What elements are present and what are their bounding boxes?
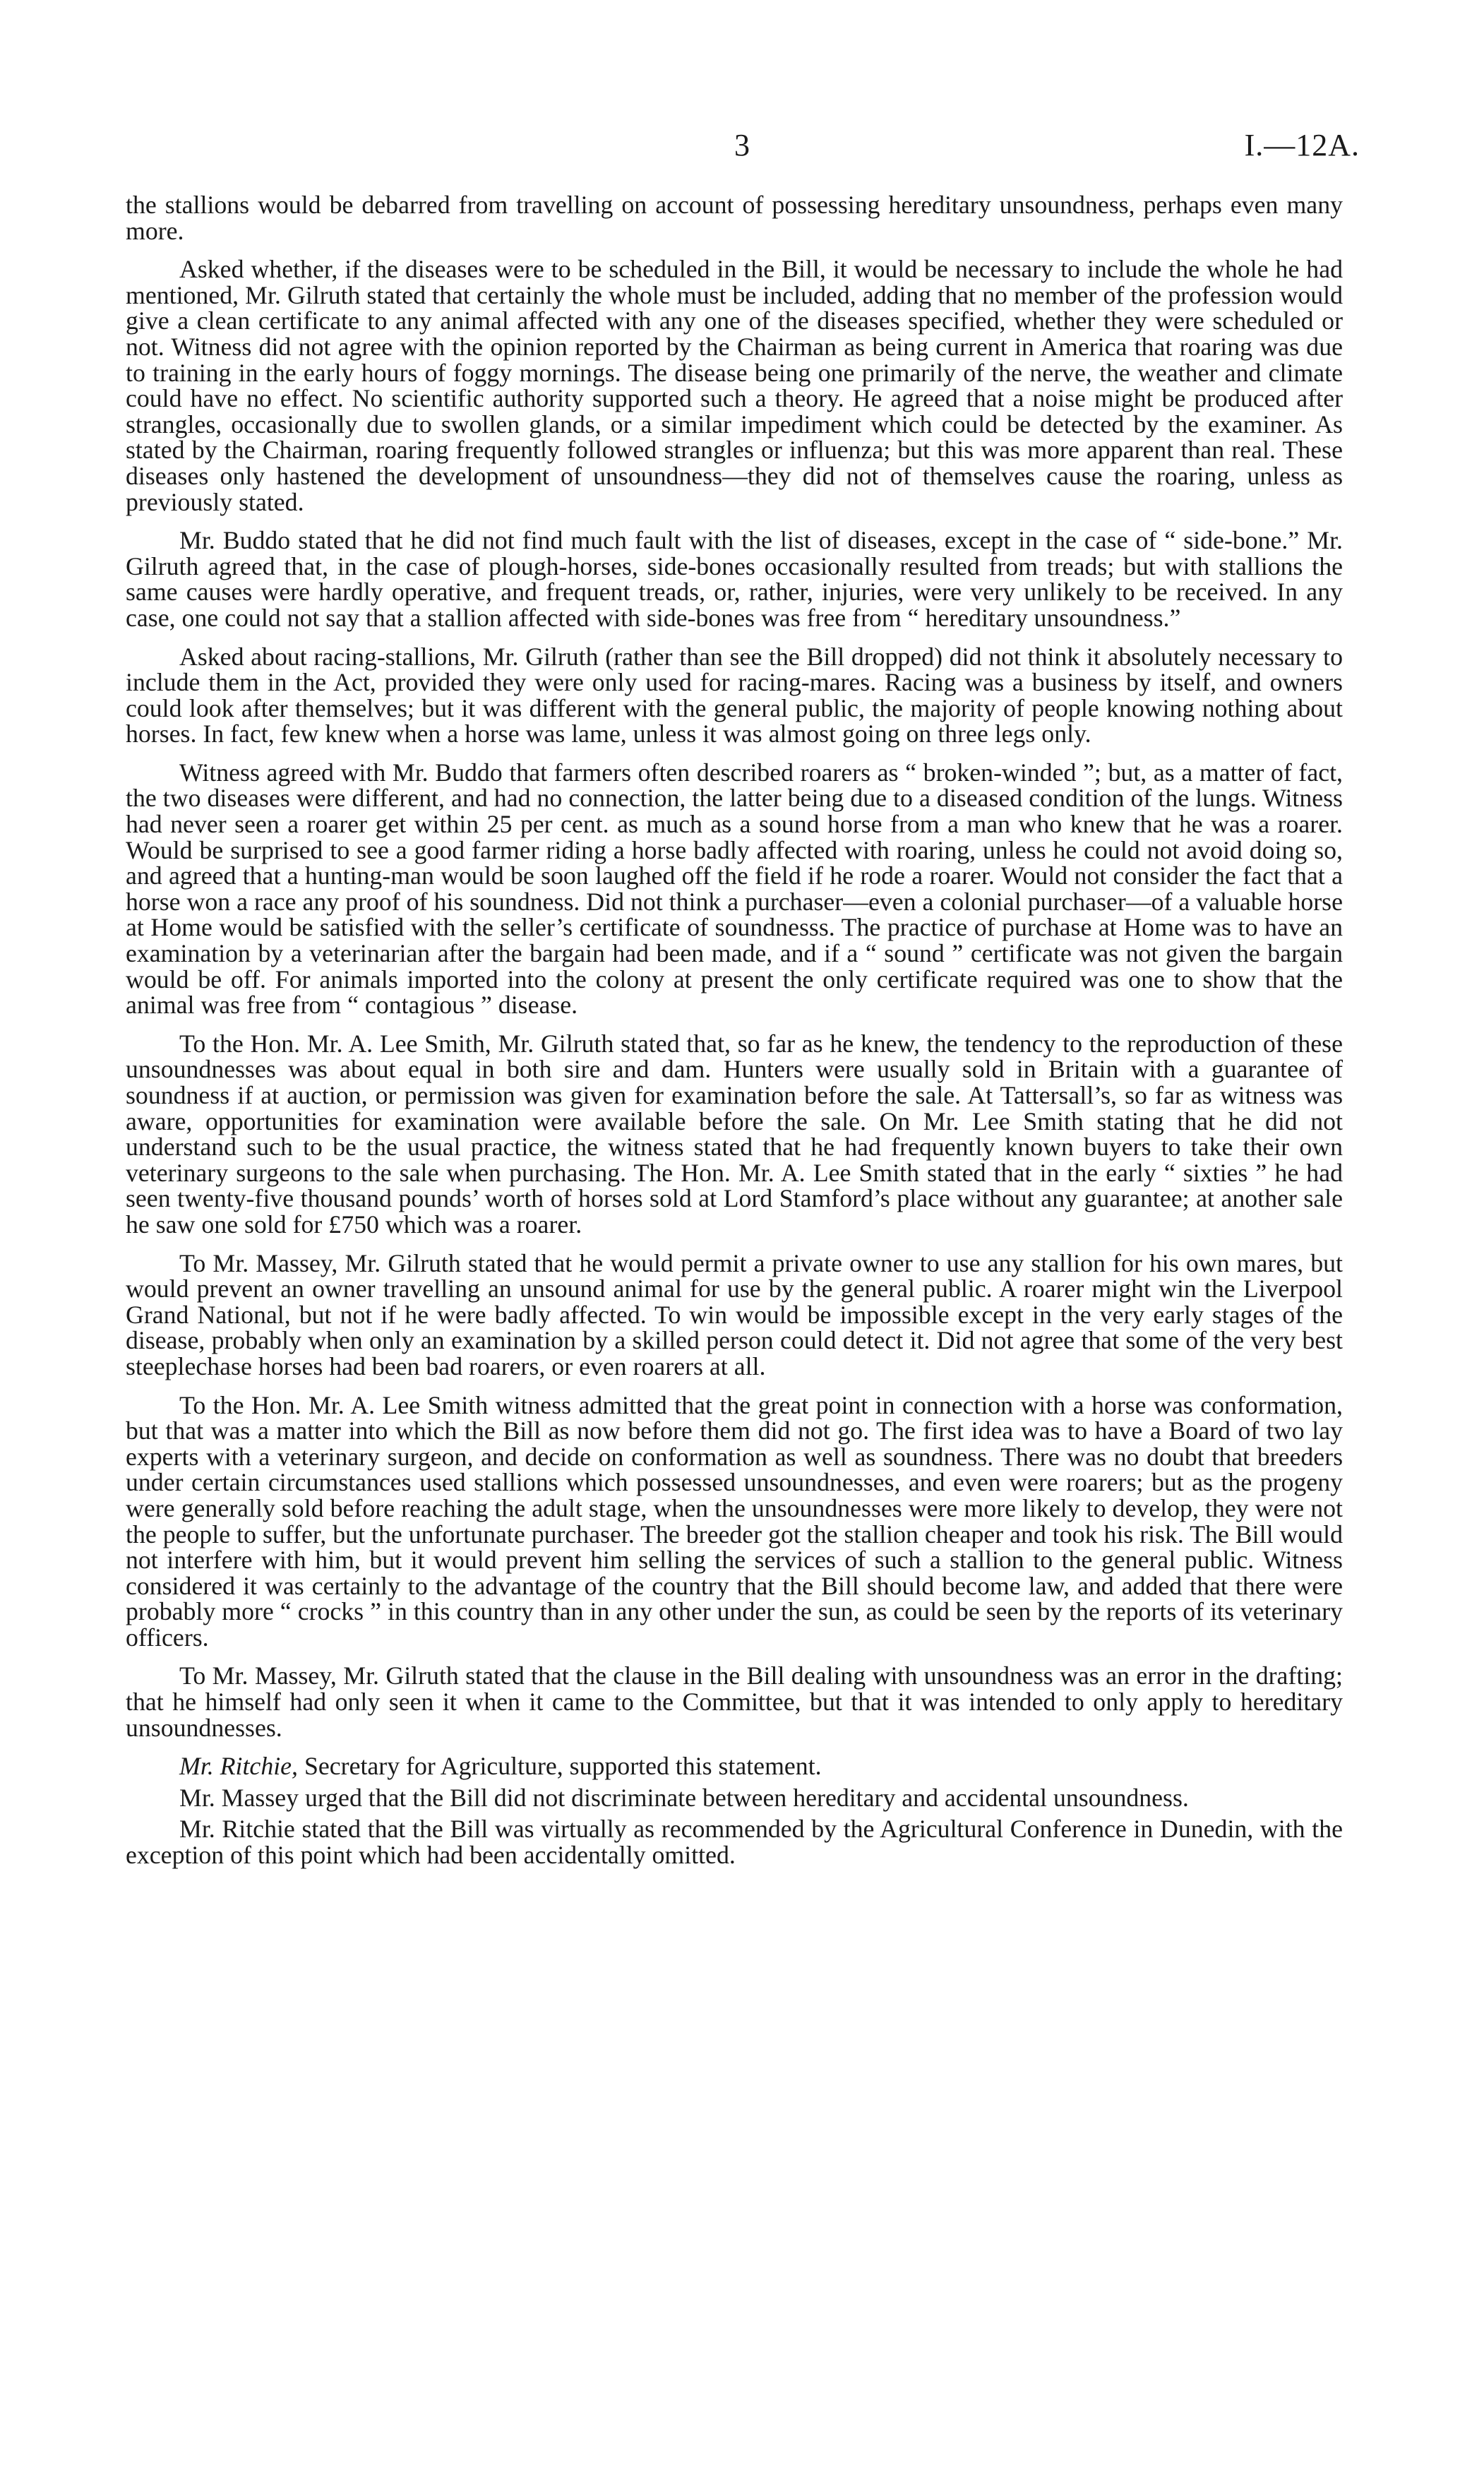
document-reference: I.—12A. bbox=[1244, 128, 1360, 162]
paragraph-massey-clause: To Mr. Massey, Mr. Gilruth stated that the clause in the Bill dealing with unsoundness was an error in the drafting; that he himself had only seen it when it came to the Committee, but that it was intended to only apply to hereditary unsoundnesses. bbox=[126, 1661, 1343, 1742]
speaker-statement: Secretary for Agriculture, supported this statement. bbox=[298, 1752, 822, 1781]
paragraph-roarers: Witness agreed with Mr. Buddo that farmers often described roarers as “ broken-winded ”; but, as a matter of fact, the two diseases were different, and had no connection, the latter being due to a diseased condition of the lungs. Witness had never seen a roarer get within 25 per cent. as much as a sound horse from a man who knew that he was a roarer. Would be surprised to see a good farmer riding a horse badly affected with roaring, unless he could not avoid doing so, and agreed that a hunting-man would be soon laughed off the field if he rode a roarer. Would not consider the fact that a horse won a race any proof of his soundness. Did not think a purchaser—even a colonial purchaser—of a valuable horse at Home would be satisfied with the seller’s certificate of soundnesss. The practice of purchase at Home was to have an examination by a veterinarian after the bargain had been made, and if a “ sound ” certificate was not given the bargain would be off. For animals imported into the colony at present the only certificate required was one to show that the animal was free from “ contagious ” disease. bbox=[126, 758, 1343, 1020]
paragraph-diseases-scheduled: Asked whether, if the diseases were to be scheduled in the Bill, it would be necessary to include the whole he had mentioned, Mr. Gilruth stated that certainly the whole must be included, adding that no member of the profession would give a clean certificate to any animal affected with any one of the diseases specified, whether they were scheduled or not. Witness did not agree with the opinion reported by the Chairman as being current in America that roaring was due to training in the early hours of foggy mornings. The disease being one primarily of the nerve, the weather and climate could have no effect. No scientific authority supported such a theory. He agreed that a noise might be produced after strangles, occasionally due to swollen glands, or a similar impediment which could be detected by the examiner. As stated by the Chairman, roaring frequently followed strangles or influenza; but this was more apparent than real. These diseases only hastened the development of unsoundness—they did not of themselves cause the roaring, unless as previously stated. bbox=[126, 255, 1343, 516]
body-text bbox=[126, 192, 1343, 1874]
speaker-name: Mr. Ritchie, bbox=[179, 1752, 299, 1781]
paragraph-massey-urged: Mr. Massey urged that the Bill did not discriminate between hereditary and accidental unsoundness. bbox=[179, 1783, 1189, 1812]
paragraph-lee-smith-reproduction: To the Hon. Mr. A. Lee Smith, Mr. Gilruth stated that, so far as he knew, the tendency to the reproduction of these unsoundnesses was about equal in both sire and dam. Hunters were usually sold in Britain with a guarantee of soundness if at auction, or permission was given for examination before the sale. At Tattersall’s, so far as witness was aware, opportunities for examination were available before the sale. On Mr. Lee Smith stating that he did not understand such to be the usual practice, the witness stated that he had frequently known buyers to take their own veterinary surgeons to the sale when purchasing. The Hon. Mr. A. Lee Smith stated that in the early “ sixties ” he had seen twenty-five thousand pounds’ worth of horses sold at Lord Stamford’s place without any guarantee; at another sale he saw one sold for £750 which was a roarer. bbox=[126, 1029, 1343, 1238]
page-header bbox=[124, 127, 1360, 169]
paragraph-continuation: the stallions would be debarred from travelling on account of possessing hereditary unsoundness, perhaps even many more. bbox=[126, 191, 1343, 245]
page-number: 3 bbox=[734, 128, 750, 162]
paragraph-side-bone: Mr. Buddo stated that he did not find much fault with the list of diseases, except in the case of “ side-bone.” Mr. Gilruth agreed that, in the case of plough-horses, side-bones occasionally resulted from treads; but with stallions the same causes were hardly operative, and frequent treads, or, rather, injuries, were very unlikely to be received. In any case, one could not say that a stallion affected with side-bones was free from “ hereditary unsoundness.” bbox=[126, 526, 1343, 632]
paragraph-racing-stallions: Asked about racing-stallions, Mr. Gilruth (rather than see the Bill dropped) did not think it absolutely necessary to include them in the Act, provided they were only used for racing-mares. Racing was a business by itself, and owners could look after themselves; but it was different with the general public, the majority of people knowing nothing about horses. In fact, few knew when a horse was lame, unless it was almost going on three legs only. bbox=[126, 642, 1343, 748]
paragraph-massey-private-owner: To Mr. Massey, Mr. Gilruth stated that he would permit a private owner to use any stallion for his own mares, but would prevent an owner travelling an unsound animal for use by the general public. A roarer might win the Liverpool Grand National, but not if he were badly affected. To win would be impossible except in the very early stages of the disease, probably when only an examination by a skilled person could detect it. Did not agree that some of the very best steeplechase horses had been bad roarers, or even roarers at all. bbox=[126, 1248, 1343, 1380]
paragraph-lee-smith-conformation: To the Hon. Mr. A. Lee Smith witness admitted that the great point in connection with a horse was conformation, but that was a matter into which the Bill as now before them did not go. The first idea was to have a Board of two lay experts with a veterinary surgeon, and decide on conformation as well as soundness. There was no doubt that breeders under certain circumstances used stallions which possessed unsoundnesses, and even were roarers; but as the progeny were generally sold before reaching the adult stage, when the unsoundnesses were more likely to develop, they were not the people to suffer, but the unfortunate purchaser. The breeder got the stallion cheaper and took his risk. The Bill would not interfere with him, but it would prevent him selling the services of such a stallion to the general public. Witness considered it was certainly to the advantage of the country that the Bill should become law, and added that there were probably more “ crocks ” in this country than in any other under the sun, as could be seen by the reports of its veterinary officers. bbox=[126, 1390, 1343, 1652]
paragraph-ritchie-conference: Mr. Ritchie stated that the Bill was virtually as recommended by the Agricultural Conference in Dunedin, with the exception of this point which had been accidentally omitted. bbox=[126, 1815, 1343, 1870]
paragraph-ritchie-support bbox=[126, 1753, 1343, 1779]
